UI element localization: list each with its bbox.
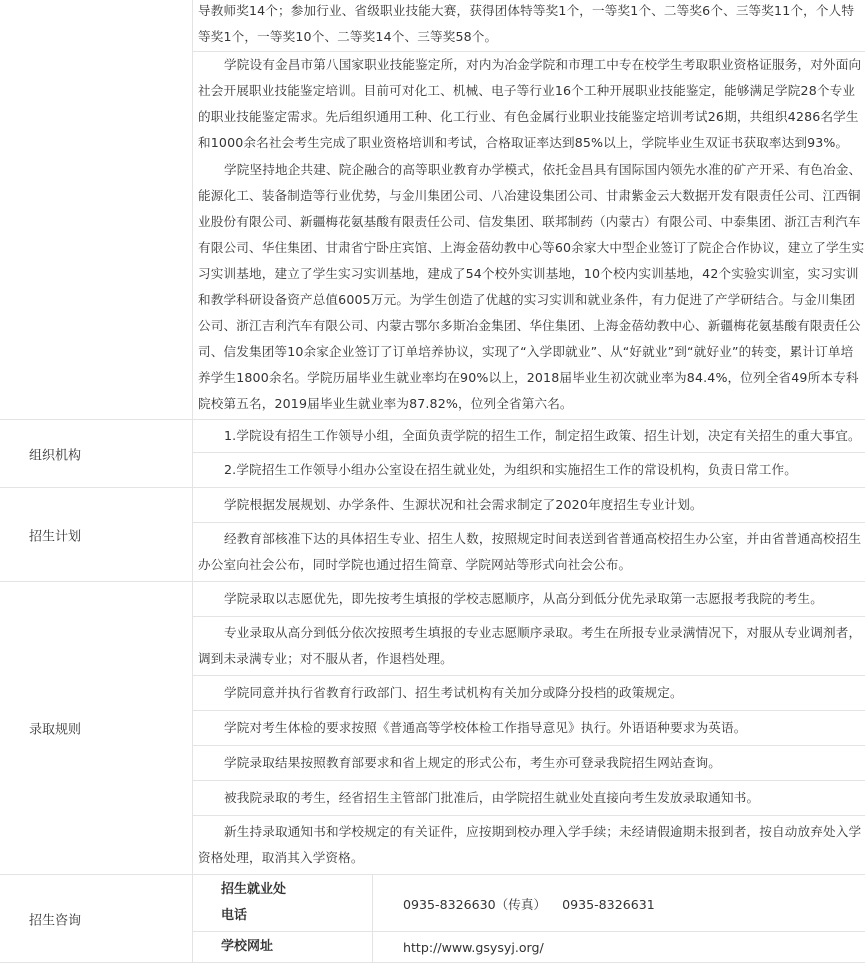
intro-row [0, 0, 865, 420]
intro-paragraph: 学院设有金昌市第八国家职业技能鉴定所，对内为冶金学院和市理工中专在校学生考取职业资格证服务，对外面向社会开展职业技能鉴定培训。目前可对化工、机械、电子等行业16个工种开展职业技能鉴定，能够满足学院28个专业的职业技能鉴定需求。先后组织通用工种、化工行业、有色金属行业职业技能鉴定培训考试26期，共组织4286名学生和1000余名社会考生完成了职业资格培训和考试，合格取证率达到85%以上，学院毕业生双证书获取率达到93%。 [198, 57, 862, 150]
rules-label: 录取规则 [29, 722, 82, 738]
website-key: 学校网址 [193, 932, 373, 962]
org-content [193, 420, 865, 487]
rules-paragraph: 新生持录取通知书和学校规定的有关证件，应按期到校办理入学手续；未经请假逾期未报到者，按自动放弃处入学资格处理，取消其入学资格。 [198, 824, 862, 865]
org-row [0, 420, 865, 488]
plan-paragraph: 学院根据发展规划、办学条件、生源状况和社会需求制定了2020年度招生专业计划。 [193, 488, 865, 523]
intro-paragraph: 学院坚持地企共建、院企融合的高等职业教育办学模式，依托金昌具有国际国内领先水准的矿产开采、有色冶金、能源化工、装备制造等行业优势，与金川集团公司、八冶建设集团公司、甘肃紫金云大数据开发有限责任公司、江西铜业股份有限公司、新疆梅花氨基酸有限责任公司、信发集团、联邦制药（内蒙古）有限公司、中泰集团、浙江吉利汽车有限公司、华住集团、甘肃省宁卧庄宾馆、上海金蓓幼教中心等60余家大中型企业签订了院企合作协议，建立了学生实习实训基地，建立了学生实习实训基地，建成了54个校外实训基地，10个校内实训基地，42个实验实训室，实习实训和教学科研设备资产总值6005万元。为学生创造了优越的实习实训和就业条件，有力促进了产学研结合。与金川集团公司、浙江吉利汽车有限公司、内蒙古鄂尔多斯冶金集团、华住集团、上海金蓓幼教中心、新疆梅花氨基酸有限责任公司、信发集团等10余家企业签订了订单培养协议，实现了“入学即就业”、从“好就业”到“就好业”的转变，累计订单培养学生1800余名。学院历届毕业生就业率均在90%以上，2018届毕业生初次就业率为84.4%，位列全省49所本专科院校第五名，2019届毕业生就业率为87.82%，位列全省第六名。 [198, 162, 865, 411]
plan-label: 招生计划 [29, 529, 82, 544]
phone-key-line2: 电话 [221, 908, 248, 923]
plan-content [193, 488, 865, 581]
rules-row [0, 582, 865, 875]
website-row [193, 932, 865, 962]
rules-paragraph: 学院录取结果按照教育部要求和省上规定的形式公布，考生亦可登录我院招生网站查询。 [193, 746, 865, 781]
rules-paragraph: 专业录取从高分到低分依次按照考生填报的专业志愿顺序录取。考生在所报专业录满情况下，对服从专业调剂者，调到未录满专业；对不服从者，作退档处理。 [193, 617, 865, 676]
consult-label-cell [0, 875, 193, 962]
phone-row [193, 875, 865, 932]
org-label: 组织机构 [29, 448, 82, 463]
plan-label-cell [0, 488, 193, 581]
rules-content [193, 582, 865, 874]
org-label-cell [0, 420, 193, 487]
website-link[interactable]: http://www.gsysyj.org/ [403, 939, 544, 955]
org-paragraph: 1.学院设有招生工作领导小组，全面负责学院的招生工作，制定招生政策、招生计划，决定有关招生的重大事宜。 [193, 420, 865, 453]
phone-value: 0935-8326630（传真） 0935-8326631 [403, 896, 655, 912]
intro-content [193, 0, 865, 419]
intro-paragraph: 导教师奖14个；参加行业、省级职业技能大赛，获得团体特等奖1个，一等奖1个、二等奖6个、三等奖11个，个人特等奖1个，一等奖10个、二等奖14个、三等奖58个。 [193, 0, 865, 52]
consult-content [193, 875, 865, 962]
org-paragraph: 2.学院招生工作领导小组办公室设在招生就业处，为组织和实施招生工作的常设机构，负责日常工作。 [224, 462, 798, 477]
phone-key-line1: 招生就业处 [221, 882, 287, 897]
rules-label-cell [0, 582, 193, 874]
rules-paragraph: 被我院录取的考生，经省招生主管部门批准后，由学院招生就业处直接向考生发放录取通知书。 [193, 781, 865, 816]
rules-paragraph: 学院录取以志愿优先，即先按考生填报的学校志愿顺序，从高分到低分优先录取第一志愿报考我院的考生。 [193, 582, 865, 617]
rules-paragraph: 学院同意并执行省教育行政部门、招生考试机构有关加分或降分投档的政策规定。 [193, 676, 865, 711]
consult-label: 招生咨询 [29, 913, 82, 928]
phone-key [193, 875, 373, 931]
intro-label-cell [0, 0, 193, 419]
plan-paragraph: 经教育部核准下达的具体招生专业、招生人数，按照规定时间表送到省普通高校招生办公室，并由省普通高校招生办公室向社会公布，同时学院也通过招生简章、学院网站等形式向社会公布。 [198, 531, 862, 572]
plan-row [0, 488, 865, 582]
rules-paragraph: 学院对考生体检的要求按照《普通高等学校体检工作指导意见》执行。外语语种要求为英语。 [193, 711, 865, 746]
consult-row [0, 875, 865, 963]
